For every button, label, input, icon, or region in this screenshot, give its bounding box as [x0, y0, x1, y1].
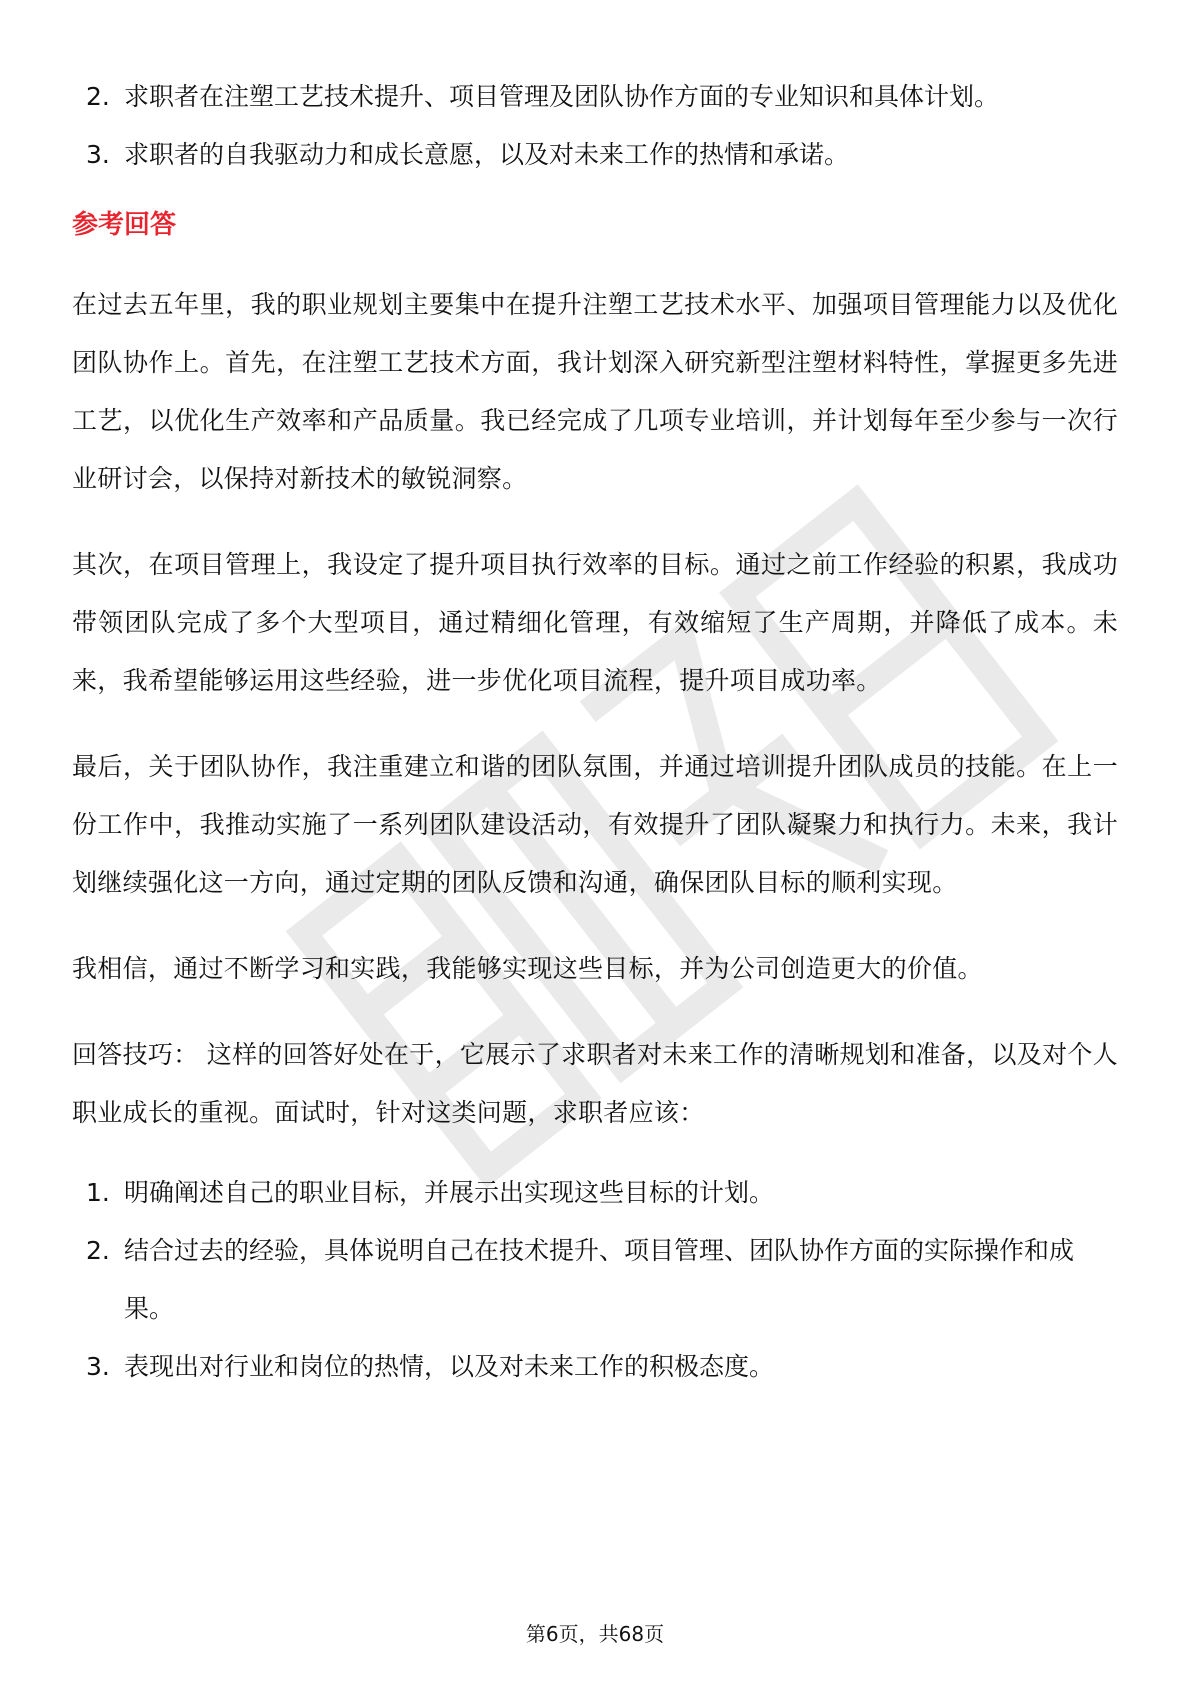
- answer-paragraph: 其次，在项目管理上，我设定了提升项目执行效率的目标。通过之前工作经验的积累，我成功带领团队完成了多个大型项目，通过精细化管理，有效缩短了生产周期，并降低了成本。未来，我希望能够运用这些经验，进一步优化项目流程，提升项目成功率。: [72, 550, 1118, 695]
- list-number: 3.: [86, 1352, 110, 1381]
- question-focus-list: [72, 68, 1118, 184]
- list-text: 表现出对行业和岗位的热情，以及对未来工作的积极态度。: [124, 1352, 775, 1381]
- list-text: 结合过去的经验，具体说明自己在技术提升、项目管理、团队协作方面的实际操作和成果。: [124, 1236, 1075, 1323]
- list-item: [72, 1164, 1118, 1222]
- list-text: 求职者的自我驱动力和成长意愿，以及对未来工作的热情和承诺。: [124, 140, 850, 169]
- answer-paragraph: 最后，关于团队协作，我注重建立和谐的团队氛围，并通过培训提升团队成员的技能。在上一份工作中，我推动实施了一系列团队建设活动，有效提升了团队凝聚力和执行力。未来，我计划继续强化这一方向，通过定期的团队反馈和沟通，确保团队目标的顺利实现。: [72, 752, 1118, 897]
- answer-paragraph: 在过去五年里，我的职业规划主要集中在提升注塑工艺技术水平、加强项目管理能力以及优化团队协作上。首先，在注塑工艺技术方面，我计划深入研究新型注塑材料特性，掌握更多先进工艺，以优化生产效率和产品质量。我已经完成了几项专业培训，并计划每年至少参与一次行业研讨会，以保持对新技术的敏锐洞察。: [72, 290, 1118, 493]
- list-item: [72, 1338, 1118, 1396]
- list-number: 2.: [86, 82, 110, 111]
- answer-paragraph: 我相信，通过不断学习和实践，我能够实现这些目标，并为公司创造更大的价值。: [72, 954, 983, 983]
- answer-heading: 参考回答: [72, 210, 177, 240]
- list-item: [72, 68, 1118, 126]
- list-item: [72, 1222, 1118, 1338]
- list-text: 明确阐述自己的职业目标，并展示出实现这些目标的计划。: [124, 1178, 775, 1207]
- page-number-footer: 第6页，共68页: [525, 1622, 665, 1646]
- answer-tips-list: [72, 1164, 1118, 1396]
- list-number: 3.: [86, 140, 110, 169]
- list-number: 2.: [86, 1236, 110, 1265]
- list-number: 1.: [86, 1178, 110, 1207]
- list-item: [72, 126, 1118, 184]
- main-content: [72, 68, 1118, 1396]
- answer-tips-paragraph: 回答技巧： 这样的回答好处在于，它展示了求职者对未来工作的清晰规划和准备，以及对个人职业成长的重视。面试时，针对这类问题，求职者应该：: [72, 1040, 1118, 1127]
- list-text: 求职者在注塑工艺技术提升、项目管理及团队协作方面的专业知识和具体计划。: [124, 82, 1000, 111]
